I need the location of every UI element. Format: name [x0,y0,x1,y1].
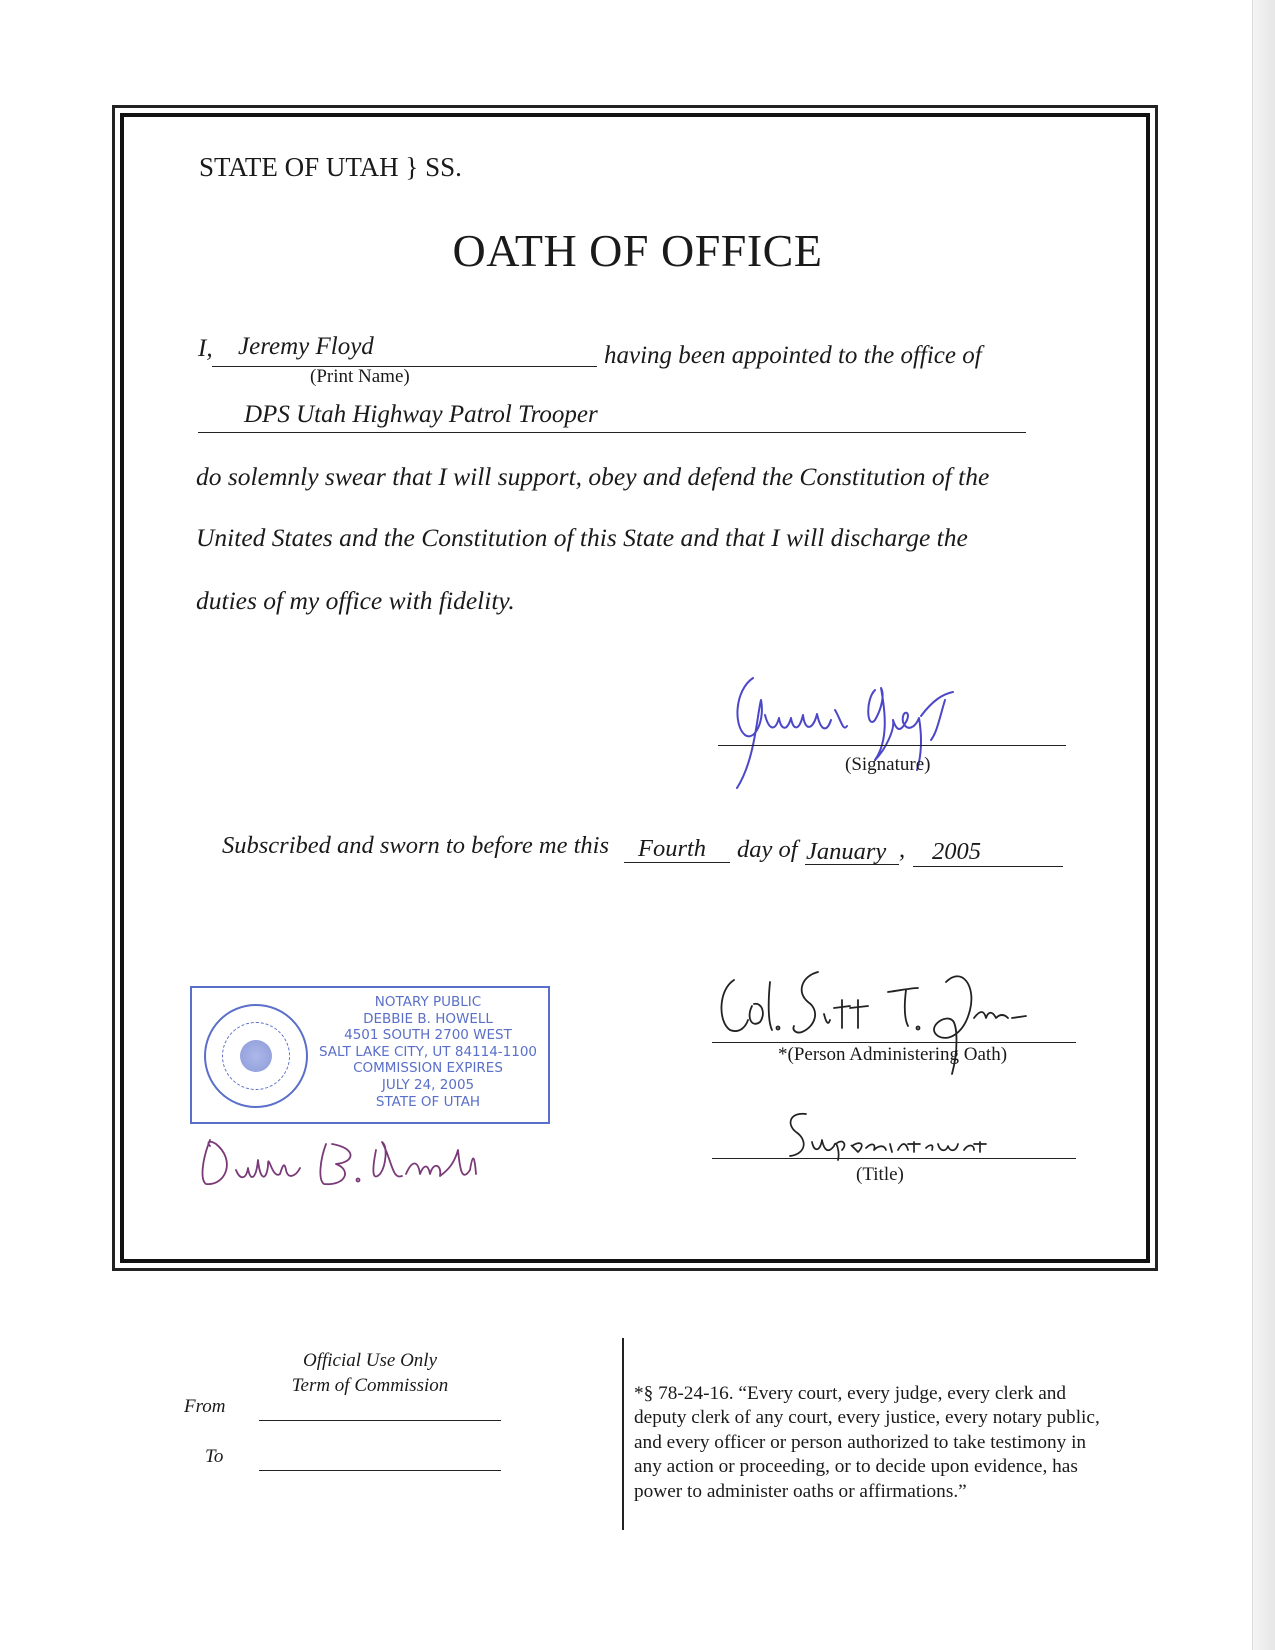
state-venue-line: STATE OF UTAH } SS. [199,152,462,182]
administrator-caption: *(Person Administering Oath) [778,1044,1008,1065]
notary-stamp-text [310,994,546,1110]
notary-signature [196,1130,516,1190]
year-line [913,866,1063,867]
from-line [259,1420,501,1421]
notary-stamp-line: DEBBIE B. HOWELL [363,1010,493,1027]
oath-prefix: I, [198,335,213,362]
notary-stamp-line: NOTARY PUBLIC [374,994,482,1010]
administrator-title-caption: (Title) [856,1164,904,1185]
notary-stamp-line: SALT LAKE CITY, UT 84114-1100 [318,1043,538,1060]
day-of-text: day of [737,836,798,863]
state-seal-icon [204,1004,308,1108]
notary-stamp-line: COMMISSION EXPIRES [353,1060,503,1077]
footer-divider [622,1338,624,1530]
to-label: To [205,1446,224,1467]
term-of-commission-heading: Term of Commission [291,1375,449,1396]
signature-line [718,745,1066,746]
appointment-text: having been appointed to the office of [604,342,982,369]
document-title: OATH OF OFFICE [452,225,823,276]
date-comma: , [899,836,906,863]
appointee-name: Jeremy Floyd [238,333,374,360]
from-label: From [184,1396,226,1417]
statute-text: *§ 78-24-16. “Every court, every judge, every clerk and deputy clerk of any court, every justice, every notary public, and every officer or person authorized to take testimony in any action or proceeding, or to decide upon evidence, has power to administer oaths or affirmations.” [634,1383,1100,1502]
official-use-heading: Official Use Only [302,1350,438,1371]
subscribed-month: January [806,838,887,865]
signature-caption: (Signature) [845,754,931,775]
office-title: DPS Utah Highway Patrol Trooper [244,401,598,428]
oath-text-line-1: do solemnly swear that I will support, obey and defend the Constitution of the [196,462,990,491]
administrator-title-line [712,1158,1076,1159]
oath-text-line-3: duties of my office with fidelity. [196,586,515,615]
notary-stamp-line: 4501 SOUTH 2700 WEST [344,1027,512,1044]
print-name-caption: (Print Name) [310,366,410,387]
subscribed-year: 2005 [932,838,981,865]
notary-stamp-line: JULY 24, 2005 [381,1076,475,1093]
oath-text-line-2: United States and the Constitution of this State and that I will discharge the [196,523,968,552]
to-line [259,1470,501,1471]
title-signature [780,1108,1030,1164]
subscribed-day: Fourth [638,835,707,862]
notary-stamp-line: STATE OF UTAH [375,1093,481,1110]
subscribed-text: Subscribed and sworn to before me this [222,832,609,859]
administrator-signature-line [712,1042,1076,1043]
notary-stamp [190,986,550,1124]
